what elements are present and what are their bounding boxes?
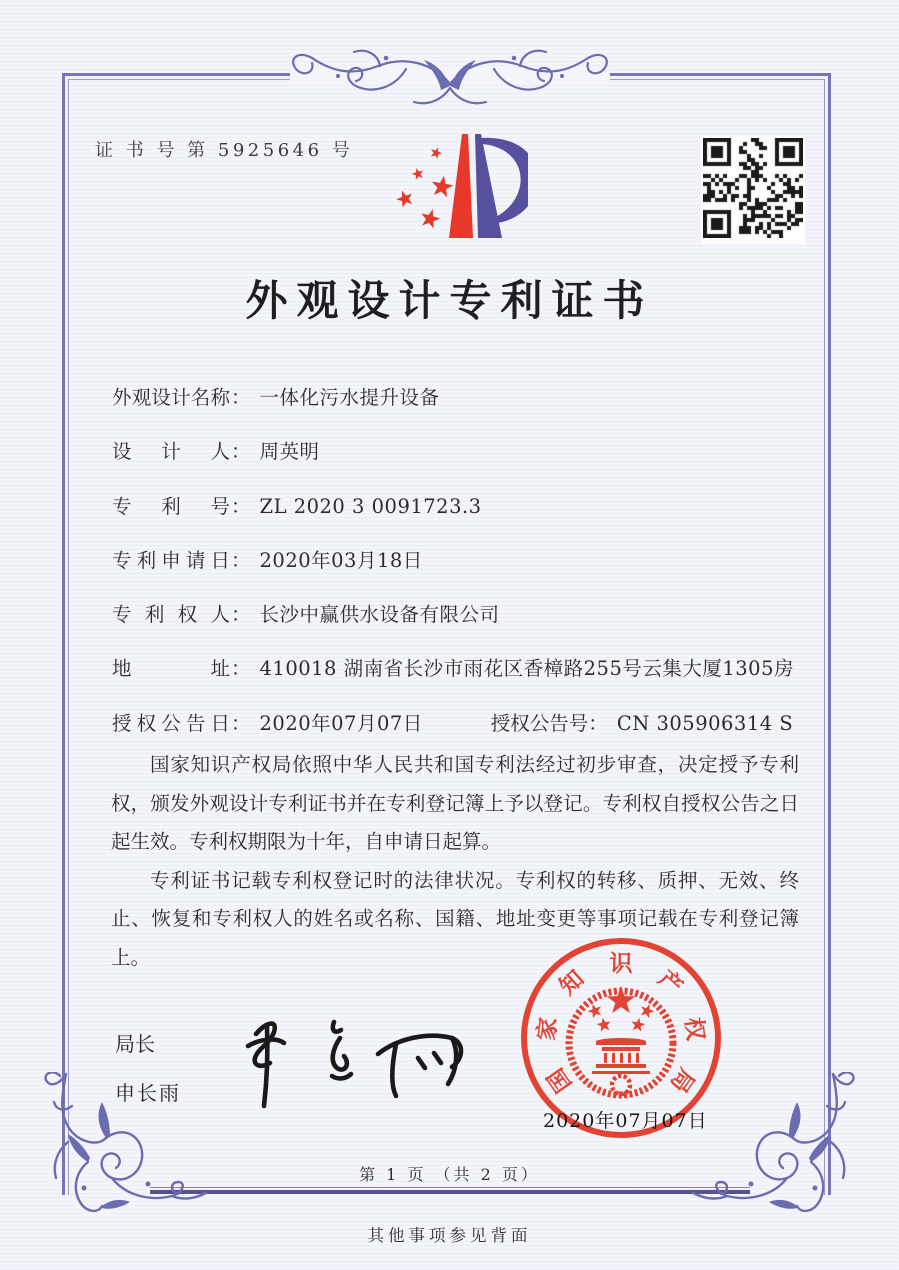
top-flourish-ornament [282,40,618,126]
field-row-designer: 设计人 ： 周英明 [112,436,802,490]
signer-block [115,1028,181,1106]
back-side-note: 其他事项参见背面 [367,1226,532,1245]
grant-number-group: 授权公告号 ： CN 305906314 S [491,708,793,736]
signer-name: 申长雨 [115,1081,181,1105]
cnipa-logo-icon [378,126,528,248]
qr-code [701,136,805,244]
field-label: 专利申请日 [112,548,230,572]
grant-number-value: CN 305906314 S [616,711,794,735]
field-value: 2020年07月07日 [259,711,423,735]
certificate-fields [112,382,802,762]
certificate-number: 证 书 号 第 5925646 号 [95,140,354,161]
field-row-patentee: 专利权人 ： 长沙中赢供水设备有限公司 [112,599,802,653]
seal-ring-char: 权 [680,1016,709,1043]
field-row-grant-date: 授权公告日 ： 2020年07月07日 授权公告号 ： CN 305906314 S [112,708,802,762]
seal-ring-char: 家 [533,1016,562,1043]
seal-date: 2020年07月07日 [543,1110,708,1132]
field-label: 专利号 [112,494,230,518]
page-number: 第 1 页 （共 2 页） [359,1165,540,1184]
field-label: 设计人 [112,440,230,464]
field-row-design-name: 外观设计名称 ： 一体化污水提升设备 [112,382,802,436]
field-label: 地址 [112,657,230,681]
certificate-title: 外观设计专利证书 [245,276,654,325]
seal-ring-char: 识 [609,951,633,977]
grant-number-label: 授权公告号 [490,711,589,735]
seal-ring-char: 知 [554,965,590,1001]
seal-ring-char: 国 [543,1063,578,1098]
legal-paragraph-1: 国家知识产权局依照中华人民共和国专利法经过初步审查，决定授予专利权，颁发外观设计专利证书并在专利登记簿上予以登记。专利权自授权公告之日起生效。专利权期限为十年，自申请日起算。 [111,753,799,853]
signer-title: 局长 [115,1032,155,1056]
signature-icon [228,992,478,1117]
field-label: 外观设计名称 [112,386,230,409]
field-label: 专利权人 [112,603,230,627]
field-row-address: 地址 ： 410018 湖南省长沙市雨花区香樟路255号云集大厦1305房 [112,653,802,707]
field-value: 长沙中赢供水设备有限公司 [259,603,500,627]
field-row-filing-date: 专利申请日 ： 2020年03月18日 [112,545,802,599]
bottom-border-rule [150,1187,750,1195]
field-value: 一体化污水提升设备 [259,386,440,409]
field-row-patent-no: 专利号 ： ZL 2020 3 0091723.3 [112,491,802,545]
field-value: 410018 湖南省长沙市雨花区香樟路255号云集大厦1305房 [259,657,794,681]
field-value: 2020年03月18日 [259,548,423,572]
field-label: 授权公告日 [112,711,230,735]
legal-paragraph-2: 专利证书记载专利权登记时的法律状况。专利权的转移、质押、无效、终止、恢复和专利权人的姓名或名称、国籍、地址变更等事项记载在专利登记簿上。 [111,868,799,969]
field-value: ZL 2020 3 0091723.3 [259,494,482,518]
seal-ring-char: 产 [652,965,688,1001]
seal-ring-char: 局 [664,1063,699,1098]
field-value: 周英明 [259,440,320,464]
